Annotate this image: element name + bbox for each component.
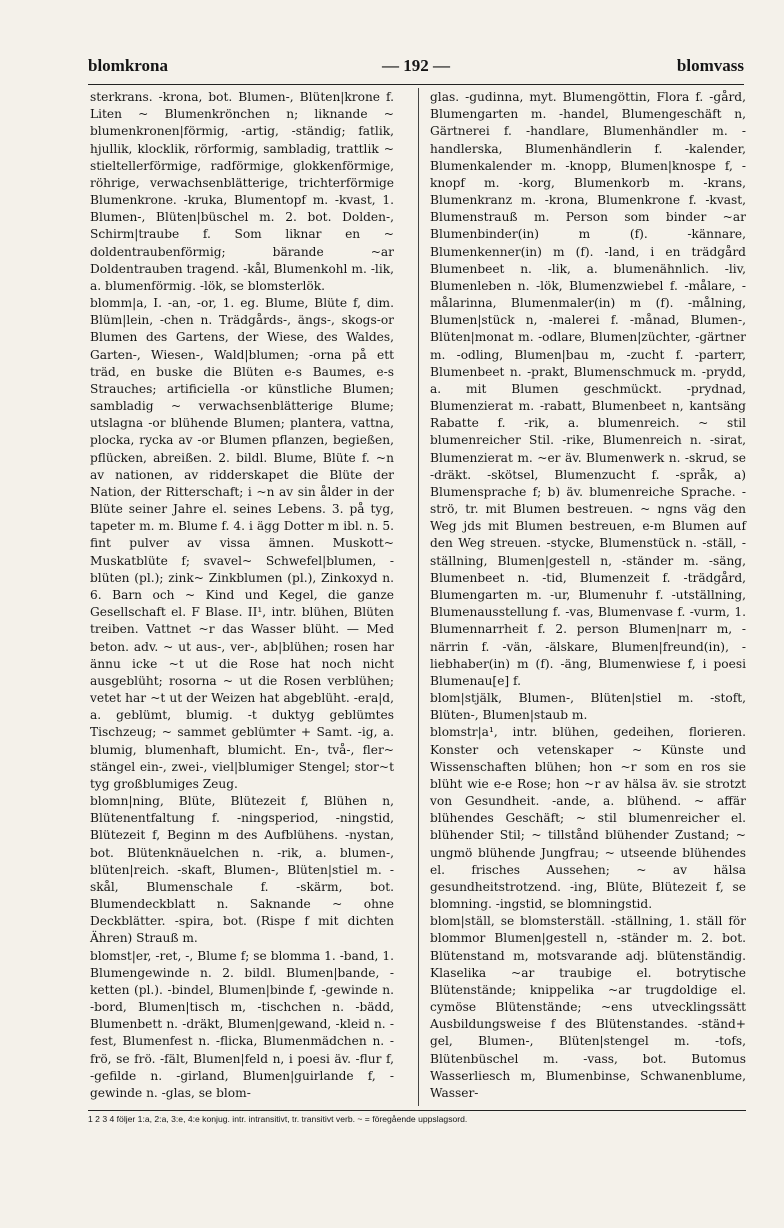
footer-rule — [88, 1110, 746, 1111]
entry-blomsterglas-cont: glas. -gudinna, myt. Blumengöttin, Flora f. -gård, Blumengarten m. -handel, Blumengeschäft n, Gärtnerei f. -handlare, Blumenhändler m. -handlerska, Blumenhändlerin f. -kalender, Blumenkalender m. -knopp, Blumen|knospe f, -knopf m. -korg, Blumenkorb m. -krans, Blumenkranz m. -krona, Blumenkrone f. -kvast, Blumenstrauß m. Person som binder ~ar Blumenbinder(in) m (f). -kännare, Blumenkenner(in) m (f). -land, i en trädgård Blumenbeet n. -lik, a. blumenähnlich. -liv, Blumenleben n. -lök, Blumenzwiebel f. -målare, -målarinna, Blumenmaler(in) m (f). -målning, Blumen|stück n, -malerei f. -månad, Blumen-, Blüten|monat m. -odlare, Blumen|züchter, -gärtner m. -odling, Blumen|bau m, -zucht f. -parterr, Blumenbeet n. -prakt, Blumenschmuck m. -prydd, a. mit Blumen geschmückt. -prydnad, Blumenzierat m. -rabatt, Blumenbeet n, kantsäng Rabatte f. -rik, a. blumenreich. ~ stil blumenreicher Stil. -rike, Blumenreich n. -sirat, Blumenzierat m. ~er äv. Blumenwerk n. -skrud, se -dräkt. -skötsel, Blumenzucht f. -språk, a) Blumensprache f; b) äv. blumenreiche Sprache. -strö, tr. mit Blumen bestreuen. ~ ngns väg den Weg jds mit Blumen bestreuen, e-m Blumen auf den Weg streuen. -stycke, Blumenstück n. -ställ, -ställning, Blumen|gestell n, -ständer m. -säng, Blumenbeet n. -tid, Blumenzeit f. -trädgård, Blumengarten m. -ur, Blumenuhr f. -utställning, Blumenausstellung f. -vas, Blumenvase f. -vurm, 1. Blumennarrheit f. 2. person Blumen|narr m, -närrin f. -vän, -älskare, Blumen|freund(in), -liebhaber(in) m (f). -äng, Blumenwiese f, i poesi Blumenau[e] f. — [430, 90, 746, 688]
header-page-number: — 192 — — [382, 56, 450, 75]
entry-blomstall: blom|ställ, se blomsterställ. -ställning, 1. ställ för blommor Blumen|gestell n, -ständer m. 2. bot. Blütenstand m, motsvarande adj. blütenständig. Klaselika ~ar traubige el. botrytische Blütenstände; knippelika ~ar trugdoldige el. cymöse Blütenstände; ~ens utvecklingssätt Ausbildungsweise f des Blütenstandes. -ständ+ gel, Blumen-, Blüten|stengel m. -tofs, Blütenbüschel m. -vass, bot. Butomus Wasserliesch m, Blumenbinse, Schwanenblume, Wasser- — [430, 914, 746, 1100]
header-rule — [88, 84, 744, 85]
header-right-guideword: blomvass — [676, 56, 744, 75]
entry-blomning: blomn|ning, Blüte, Blütezeit f, Blühen n, Blütenentfaltung f. -ningsperiod, -ningstid, Blütezeit f, Beginn m des Aufblühens. -nystan, bot. Blütenknäuelchen n. -rik, a. blumen-, blüten|reich. -skaft, Blumen-, Blüten|stiel m. -skål, Blumenschale f. -skärm, bot. Blumendeckblatt n. Saknande ~ ohne Deckblätter. -spira, bot. (Rispe f mit dichten Ähren) Strauß m. — [90, 794, 394, 946]
entry-blomkrona-cont: sterkrans. -krona, bot. Blumen-, Blüten|krone f. Liten ~ Blumenkrönchen n; liknande ~ blumenkronen|förmig, -artig, -ständig; fatlik, hjullik, klocklik, rörformig, sambladig, trattlik ~ stieltellerförmige, radförmige, glokkenförmige, röhrige, verwachsenblätterige, trichterförmige Blumenkrone. -kruka, Blumentopf m. -kvast, 1. Blumen-, Blüten|büschel m. 2. bot. Dolden-, Schirm|traube f. Som liknar en ~ doldentraubenförmig; bärande ~ar Doldentrauben tragend. -kål, Blumenkohl m. -lik, a. blumenförmig. -lök, se blomsterlök. — [90, 90, 394, 293]
header-left-guideword: blomkrona — [88, 56, 168, 75]
abbreviation-footer: 1 2 3 4 följer 1:a, 2:a, 3:e, 4:e konjug. intr. intransitivt, tr. transitivt verb. ~ = föregående uppslagsord. — [88, 1114, 468, 1124]
right-column — [430, 89, 746, 1102]
column-divider — [418, 88, 419, 1106]
entry-blomstjalk: blom|stjälk, Blumen-, Blüten|stiel m. -stoft, Blüten-, Blumen|staub m. — [430, 691, 746, 723]
entry-blomster: blomst|er, -ret, -, Blume f; se blomma 1. -band, 1. Blumengewinde n. 2. bildl. Blumen|bande, -ketten (pl.). -bindel, Blumen|binde f, -gewinde n. -bord, Blumen|tisch m, -tischchen n. -bädd, Blumenbett n. -dräkt, Blumen|gewand, -kleid n. -fest, Blumenfest n. -flicka, Blumenmädchen n. -frö, se frö. -fält, Blumen|feld n, i poesi äv. -flur f, -gefilde n. -girland, Blumen|guirlande f, -gewinde n. -glas, se blom- — [90, 948, 394, 1100]
entry-blomstra: blomstr|a¹, intr. blühen, gedeihen, florieren. Konster och vetenskaper ~ Künste und Wissenschaften blühen; hon ~r som en ros sie blüht wie e-e Rose; hon ~r av hälsa äv. sie strotzt von Gesundheit. -ande, a. blühend. ~ affär blühendes Geschäft; ~ stil blumenreicher el. blühender Stil; ~ tillstånd blühender Zustand; ~ ungmö blühende Jungfrau; ~ utseende blühendes el. frisches Aussehen; ~ av hälsa gesundheitstrotzend. -ing, Blüte, Blütezeit f, se blomning. -ingstid, se blomningstid. — [430, 725, 746, 912]
left-column — [90, 89, 394, 1102]
entry-blomma: blomm|a, I. -an, -or, 1. eg. Blume, Blüte f, dim. Blüm|lein, -chen n. Trädgårds-, ängs-, skogs-or Blumen des Gartens, der Wiese, des Waldes, Garten-, Wiesen-, Wald|blumen; -orna på ett träd, en buske die Blüten e-s Baumes, e-s Strauches; artificiella -or künstliche Blumen; sambladig ~ verwachsenblätterige Blume; utslagna -or blühende Blumen; plantera, vattna, plocka, rycka av -or Blumen pflanzen, begießen, pflücken, abreißen. 2. bildl. Blume, Blüte f. ~n av nationen, av ridderskapet die Blüte der Nation, der Ritterschaft; i ~n av sin ålder in der Blüte seiner Jahre el. seines Lebens. 3. på tyg, tapeter m. m. Blume f. 4. i ägg Dotter m ibl. n. 5. fint pulver av vissa ämnen. Muskott~ Muskatblüte f; svavel~ Schwefel|blumen, -blüten (pl.); zink~ Zinkblumen (pl.), Zinkoxyd n. 6. Barn och ~ Kind und Kegel, die ganze Gesellschaft el. F Blase. II¹, intr. blühen, Blüten treiben. Vattnet ~r das Wasser blüht. — Med beton. adv. ~ ut aus-, ver-, ab|blühen; rosen har ännu icke ~t ut die Rose hat noch nicht ausgeblüht; rosorna ~ ut die Rosen verblühen; vetet har ~t ut der Weizen hat abgeblüht. -era|d, a. geblümt, blumig. -t duktyg geblümtes Tischzeug; ~ sammet geblümter + Samt. -ig, a. blumig, blumenhaft, blumicht. En-, två-, fler~ stängel ein-, zwei-, viel|blumiger Stengel; stor~t tyg großblumiges Zeug. — [90, 296, 394, 791]
running-header — [88, 56, 744, 82]
